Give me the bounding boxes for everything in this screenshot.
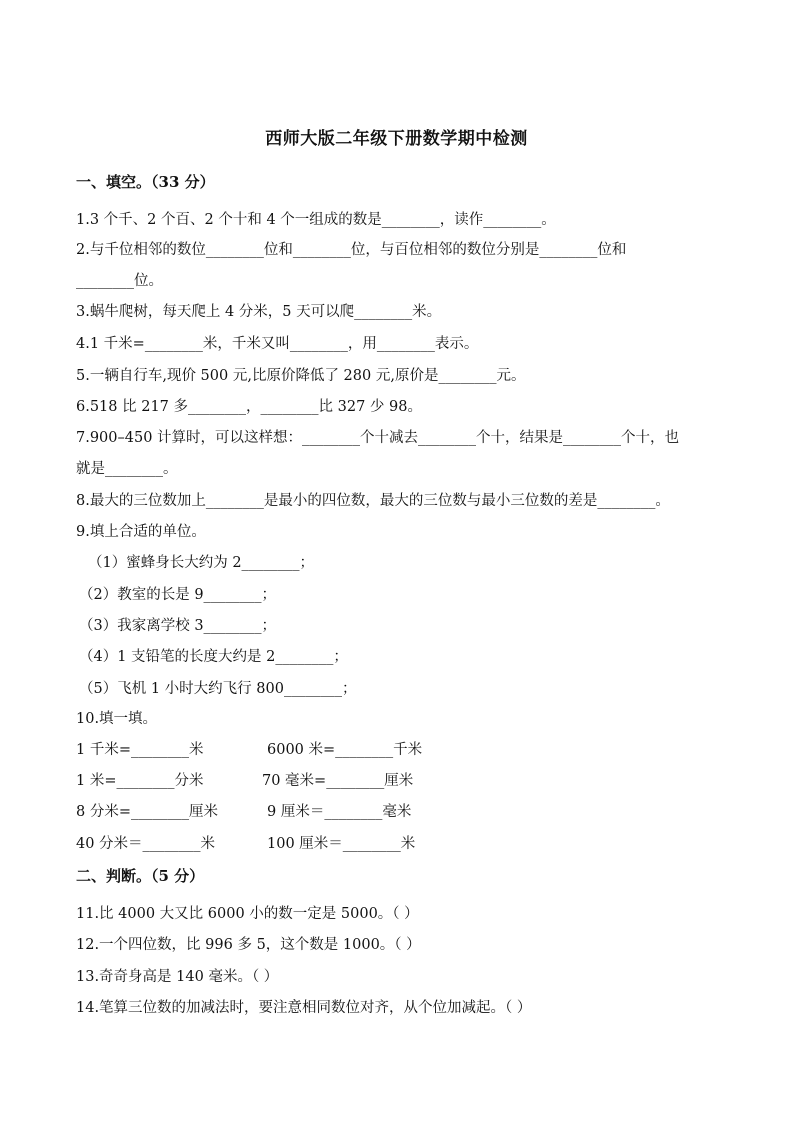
question-12: 12.一个四位数，比 996 多 5，这个数是 1000。（ ） xyxy=(76,937,421,953)
question-9: 9.填上合适的单位。 xyxy=(76,524,206,540)
question-7-line-1: 7.900–450 计算时，可以这样想：________个十减去________个十，结果是________个十，也 xyxy=(76,430,680,446)
section-1-heading: 一、填空。（33 分） xyxy=(76,173,215,191)
question-9-item-1: （1）蜜蜂身长大约为 2________； xyxy=(88,555,315,571)
question-5: 5.一辆自行车,现价 500 元,比原价降低了 280 元,原价是________元。 xyxy=(76,368,526,384)
question-10-row-4-right: 100 厘米＝________米 xyxy=(267,836,416,852)
page-title: 西师大版二年级下册数学期中检测 xyxy=(265,129,528,149)
question-14: 14.笔算三位数的加减法时，要注意相同数位对齐，从个位加减起。（ ） xyxy=(76,1000,532,1016)
question-10: 10.填一填。 xyxy=(76,711,158,727)
question-10-row-4-left: 40 分米＝________米 xyxy=(76,836,216,852)
question-10-row-1-left: 1 千米=________米 xyxy=(76,742,204,758)
question-10-row-3-left: 8 分米=________厘米 xyxy=(76,804,218,820)
question-9-item-2: （2）教室的长是 9________； xyxy=(79,587,277,603)
question-8: 8.最大的三位数加上________是最小的四位数，最大的三位数与最小三位数的差是________。 xyxy=(76,493,670,509)
question-10-row-3-right: 9 厘米＝________毫米 xyxy=(267,804,412,820)
question-10-row-1-right: 6000 米=________千米 xyxy=(267,742,423,758)
question-11: 11.比 4000 大又比 6000 小的数一定是 5000。（ ） xyxy=(76,906,419,922)
question-13: 13.奇奇身高是 140 毫米。（ ） xyxy=(76,969,279,985)
question-6: 6.518 比 217 多________，________比 327 少 98。 xyxy=(76,399,422,415)
question-1: 1.3 个千、2 个百、2 个十和 4 个一组成的数是________，读作________。 xyxy=(76,212,556,228)
question-3: 3.蜗牛爬树，每天爬上 4 分米，5 天可以爬________米。 xyxy=(76,304,442,320)
question-9-item-3: （3）我家离学校 3________； xyxy=(79,618,277,634)
question-2-line-2: ________位。 xyxy=(76,273,163,289)
question-7-line-2: 就是________。 xyxy=(76,461,178,477)
question-4: 4.1 千米=________米，千米又叫________，用________表示。 xyxy=(76,336,479,352)
question-9-item-5: （5）飞机 1 小时大约飞行 800________； xyxy=(79,681,357,697)
question-10-row-2-left: 1 米=________分米 xyxy=(76,773,204,789)
question-10-row-2-right: 70 毫米=________厘米 xyxy=(262,773,414,789)
question-2-line-1: 2.与千位相邻的数位________位和________位，与百位相邻的数位分别是________位和 xyxy=(76,242,627,258)
section-2-heading: 二、判断。（5 分） xyxy=(76,867,205,885)
question-9-item-4: （4）1 支铅笔的长度大约是 2________； xyxy=(79,649,348,665)
